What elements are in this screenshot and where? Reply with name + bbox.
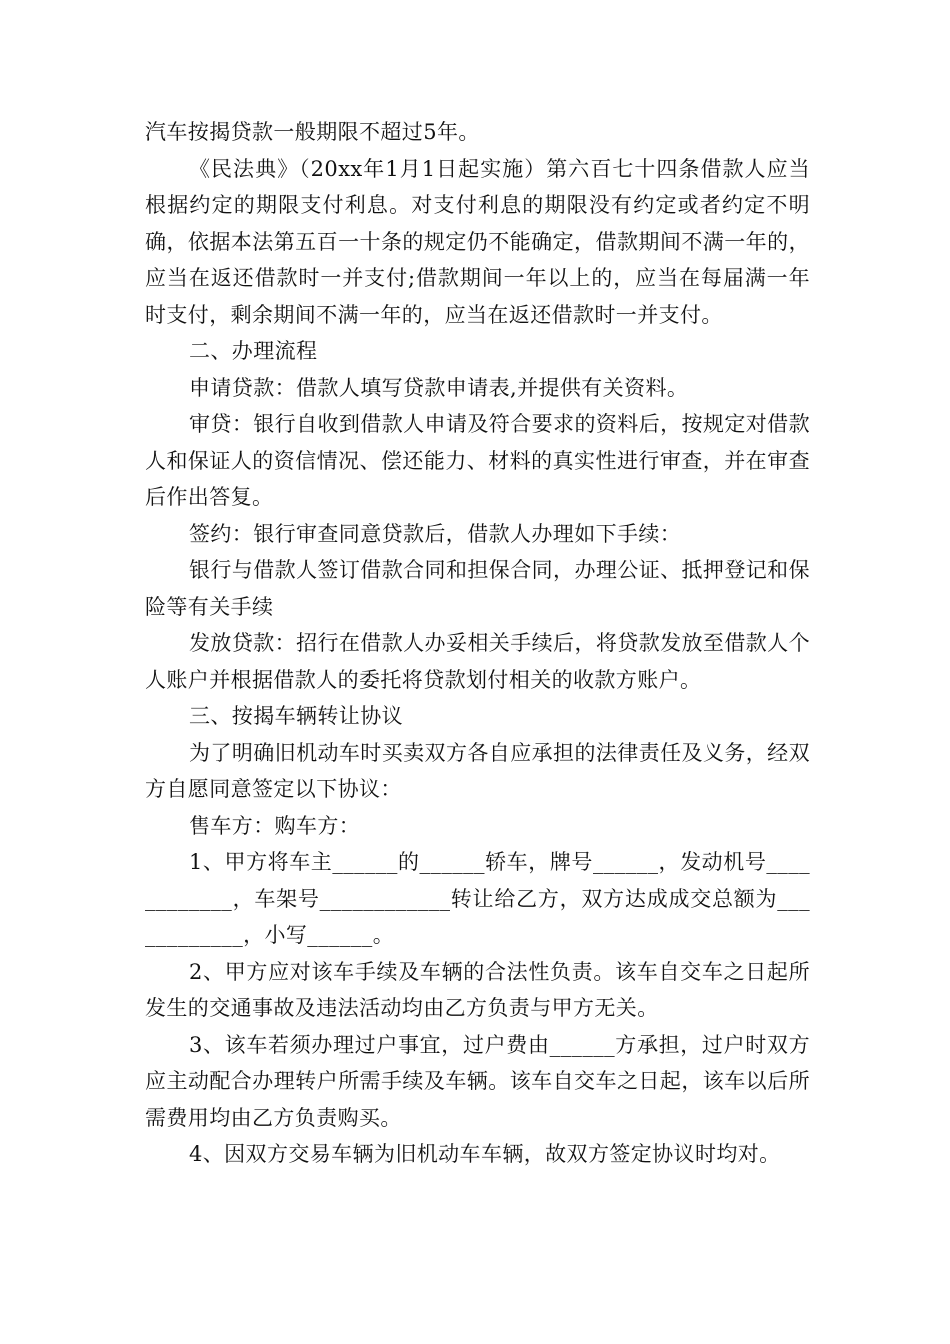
heading-process: 二、办理流程 xyxy=(189,339,318,363)
paragraph-review: 审贷：银行自收到借款人申请及符合要求的资料后，按规定对借款人和保证人的资信情况、偿还能力、材料的真实性进行审查，并在审查后作出答复。 xyxy=(145,412,810,509)
paragraph-apply: 申请贷款：借款人填写贷款申请表,并提供有关资料。 xyxy=(189,375,689,400)
clause-2: 2、甲方应对该车手续及车辆的合法性负责。该车自交车之日起所发生的交通事故及违法活动均由乙方负责与甲方无关。 xyxy=(145,959,810,1020)
paragraph-sign: 签约：银行审查同意贷款后，借款人办理如下手续： xyxy=(189,521,682,546)
heading-transfer-agreement: 三、按揭车辆转让协议 xyxy=(189,704,403,728)
clause-4: 4、因双方交易车辆为旧机动车车辆，故双方签定协议时均对。 xyxy=(189,1142,781,1166)
clause-3: 3、该车若须办理过户事宜，过户费由______方承担，过户时双方应主动配合办理转户所需手续及车辆。该车自交车之日起，该车以后所需费用均由乙方负责购买。 xyxy=(145,1032,810,1130)
clause-1: 1、甲方将车主______的______轿车，牌号______，发动机号____________，车架号____________转让给乙方，双方达成成交总额为____________，小写______。 xyxy=(145,850,810,947)
document-body xyxy=(145,114,810,1173)
paragraph-contract: 银行与借款人签订借款合同和担保合同，办理公证、抵押登记和保险等有关手续 xyxy=(145,558,810,619)
paragraph-parties: 售车方：购车方： xyxy=(189,813,361,838)
paragraph-agreement-intro: 为了明确旧机动车时买卖双方各自应承担的法律责任及义务，经双方自愿同意签定以下协议： xyxy=(145,740,810,801)
paragraph-loan-term: 汽车按揭贷款一般期限不超过5年。 xyxy=(145,120,480,144)
paragraph-civil-code: 《民法典》（20xx年1月1日起实施）第六百七十四条借款人应当根据约定的期限支付利息。对支付利息的期限没有约定或者约定不明确，依据本法第五百一十条的规定仍不能确定，借款期间不满一年的，应当在返还借款时一并支付;借款期间一年以上的，应当在每届满一年时支付，剩余期间不满一年的，应当在返还借款时一并支付。 xyxy=(145,156,810,327)
paragraph-disburse: 发放贷款：招行在借款人办妥相关手续后，将贷款发放至借款人个人账户并根据借款人的委托将贷款划付相关的收款方账户。 xyxy=(145,631,810,692)
